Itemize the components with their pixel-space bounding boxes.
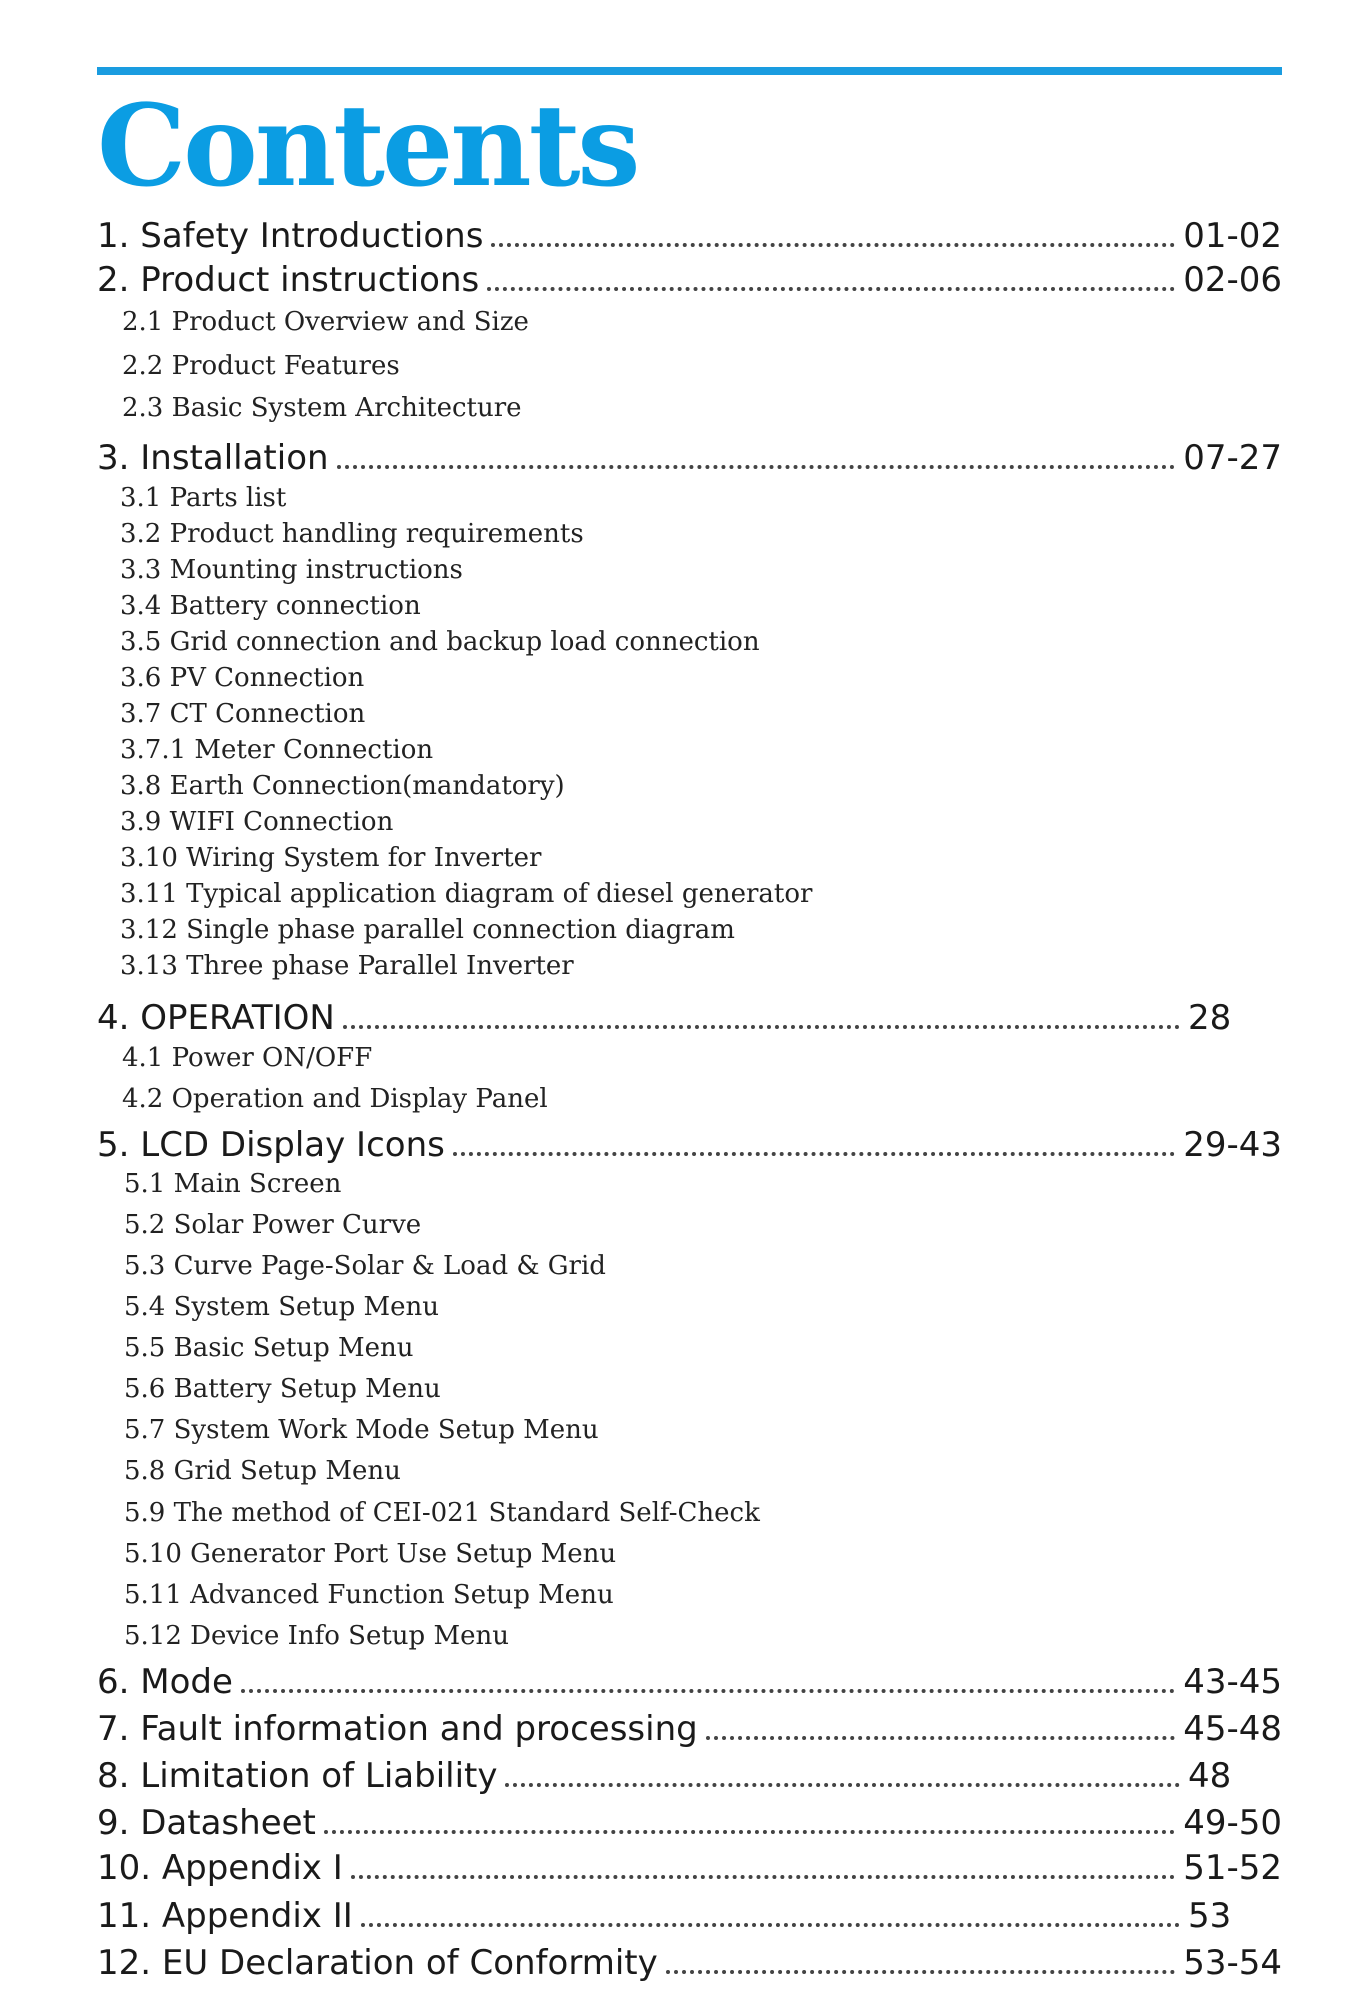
toc-entry-lcd-display-icons[interactable] <box>97 1119 1282 1165</box>
toc-entry-label: 6. Mode <box>97 1662 233 1702</box>
toc-entry-operation[interactable] <box>97 992 1282 1038</box>
toc-entry-label: 12. EU Declaration of Conformity <box>97 1943 658 1983</box>
dot-leader <box>337 465 1176 469</box>
toc-subentry[interactable]: 3.8 Earth Connection(mandatory) <box>120 771 565 801</box>
toc-subentry[interactable]: 3.2 Product handling requirements <box>120 519 584 549</box>
toc-entry-page: 01-02 <box>1183 216 1282 256</box>
dot-leader <box>453 1152 1175 1156</box>
dot-leader <box>241 1689 1175 1693</box>
toc-subentry[interactable]: 2.1 Product Overview and Size <box>122 307 529 337</box>
toc-subentry[interactable]: 3.4 Battery connection <box>120 591 421 621</box>
toc-subentry[interactable]: 4.1 Power ON/OFF <box>122 1043 373 1073</box>
toc-entry-label: 1. Safety Introductions <box>97 216 484 256</box>
toc-entry-label: 11. Appendix II <box>97 1896 353 1936</box>
toc-entry-product-instructions[interactable] <box>97 254 1282 300</box>
toc-entry-limitation-of-liability[interactable] <box>97 1750 1282 1796</box>
toc-subentry[interactable]: 5.4 System Setup Menu <box>124 1292 440 1322</box>
dot-leader <box>324 1830 1175 1834</box>
toc-entry-label: 3. Installation <box>97 438 329 478</box>
toc-subentry[interactable]: 3.5 Grid connection and backup load connection <box>120 627 760 657</box>
toc-entry-page: 02-06 <box>1183 260 1282 300</box>
toc-entry-page: 53-54 <box>1183 1943 1282 1983</box>
toc-entry-page: 53 <box>1188 1896 1232 1936</box>
toc-entry-page: 49-50 <box>1183 1803 1282 1843</box>
toc-entry-eu-declaration[interactable] <box>97 1937 1282 1983</box>
toc-entry-appendix-ii[interactable] <box>97 1890 1282 1936</box>
toc-entry-label: 9. Datasheet <box>97 1803 316 1843</box>
toc-subentry[interactable]: 5.12 Device Info Setup Menu <box>124 1621 509 1651</box>
toc-entry-label: 10. Appendix I <box>97 1848 343 1888</box>
toc-subentry[interactable]: 3.9 WIFI Connection <box>120 807 394 837</box>
page-title: Contents <box>97 81 638 212</box>
toc-subentry[interactable]: 5.3 Curve Page-Solar & Load & Grid <box>124 1251 606 1281</box>
dot-leader <box>351 1875 1175 1879</box>
toc-subentry[interactable]: 5.11 Advanced Function Setup Menu <box>124 1580 614 1610</box>
toc-entry-page: 28 <box>1188 998 1232 1038</box>
toc-entry-safety[interactable] <box>97 210 1282 256</box>
dot-leader <box>666 1970 1175 1974</box>
toc-entry-page: 29-43 <box>1183 1125 1282 1165</box>
toc-subentry[interactable]: 2.2 Product Features <box>122 351 400 381</box>
dot-leader <box>361 1923 1180 1927</box>
toc-subentry[interactable]: 3.6 PV Connection <box>120 663 365 693</box>
toc-subentry[interactable]: 3.1 Parts list <box>120 483 287 513</box>
toc-subentry[interactable]: 3.3 Mounting instructions <box>120 555 463 585</box>
dot-leader <box>491 243 1175 247</box>
toc-subentry[interactable]: 5.10 Generator Port Use Setup Menu <box>124 1539 617 1569</box>
toc-entry-fault-information[interactable] <box>97 1703 1282 1749</box>
toc-entry-mode[interactable] <box>97 1656 1282 1702</box>
toc-subentry[interactable]: 3.13 Three phase Parallel Inverter <box>120 951 574 981</box>
toc-entry-page: 43-45 <box>1183 1662 1282 1702</box>
toc-subentry[interactable]: 5.2 Solar Power Curve <box>124 1210 422 1240</box>
toc-subentry[interactable]: 4.2 Operation and Display Panel <box>122 1084 548 1114</box>
toc-entry-installation[interactable] <box>97 432 1282 478</box>
toc-entry-page: 51-52 <box>1183 1848 1282 1888</box>
toc-entry-page: 45-48 <box>1183 1709 1282 1749</box>
toc-subentry[interactable]: 3.12 Single phase parallel connection diagram <box>120 915 735 945</box>
toc-entry-label: 7. Fault information and processing <box>97 1709 698 1749</box>
toc-subentry[interactable]: 5.9 The method of CEI-021 Standard Self-Check <box>124 1498 760 1528</box>
toc-subentry[interactable]: 5.6 Battery Setup Menu <box>124 1374 441 1404</box>
toc-entry-appendix-i[interactable] <box>97 1842 1282 1888</box>
dot-leader <box>343 1025 1180 1029</box>
toc-subentry[interactable]: 3.7 CT Connection <box>120 699 366 729</box>
toc-entry-page: 48 <box>1188 1756 1232 1796</box>
toc-subentry[interactable]: 2.3 Basic System Architecture <box>122 393 522 423</box>
toc-entry-page: 07-27 <box>1183 438 1282 478</box>
toc-subentry[interactable]: 5.8 Grid Setup Menu <box>124 1456 401 1486</box>
dot-leader <box>505 1783 1180 1787</box>
toc-subentry[interactable]: 5.5 Basic Setup Menu <box>124 1333 414 1363</box>
toc-subentry[interactable]: 5.1 Main Screen <box>124 1169 342 1199</box>
toc-subentry[interactable]: 3.7.1 Meter Connection <box>120 735 434 765</box>
toc-entry-label: 4. OPERATION <box>97 998 335 1038</box>
toc-subentry[interactable]: 3.11 Typical application diagram of diesel generator <box>120 879 813 909</box>
toc-subentry[interactable]: 3.10 Wiring System for Inverter <box>120 843 542 873</box>
dot-leader <box>487 287 1175 291</box>
toc-entry-label: 8. Limitation of Liability <box>97 1756 498 1796</box>
toc-entry-label: 5. LCD Display Icons <box>97 1125 445 1165</box>
toc-entry-datasheet[interactable] <box>97 1797 1282 1843</box>
dot-leader <box>706 1736 1176 1740</box>
toc-entry-label: 2. Product instructions <box>97 260 480 300</box>
toc-subentry[interactable]: 5.7 System Work Mode Setup Menu <box>124 1415 599 1445</box>
